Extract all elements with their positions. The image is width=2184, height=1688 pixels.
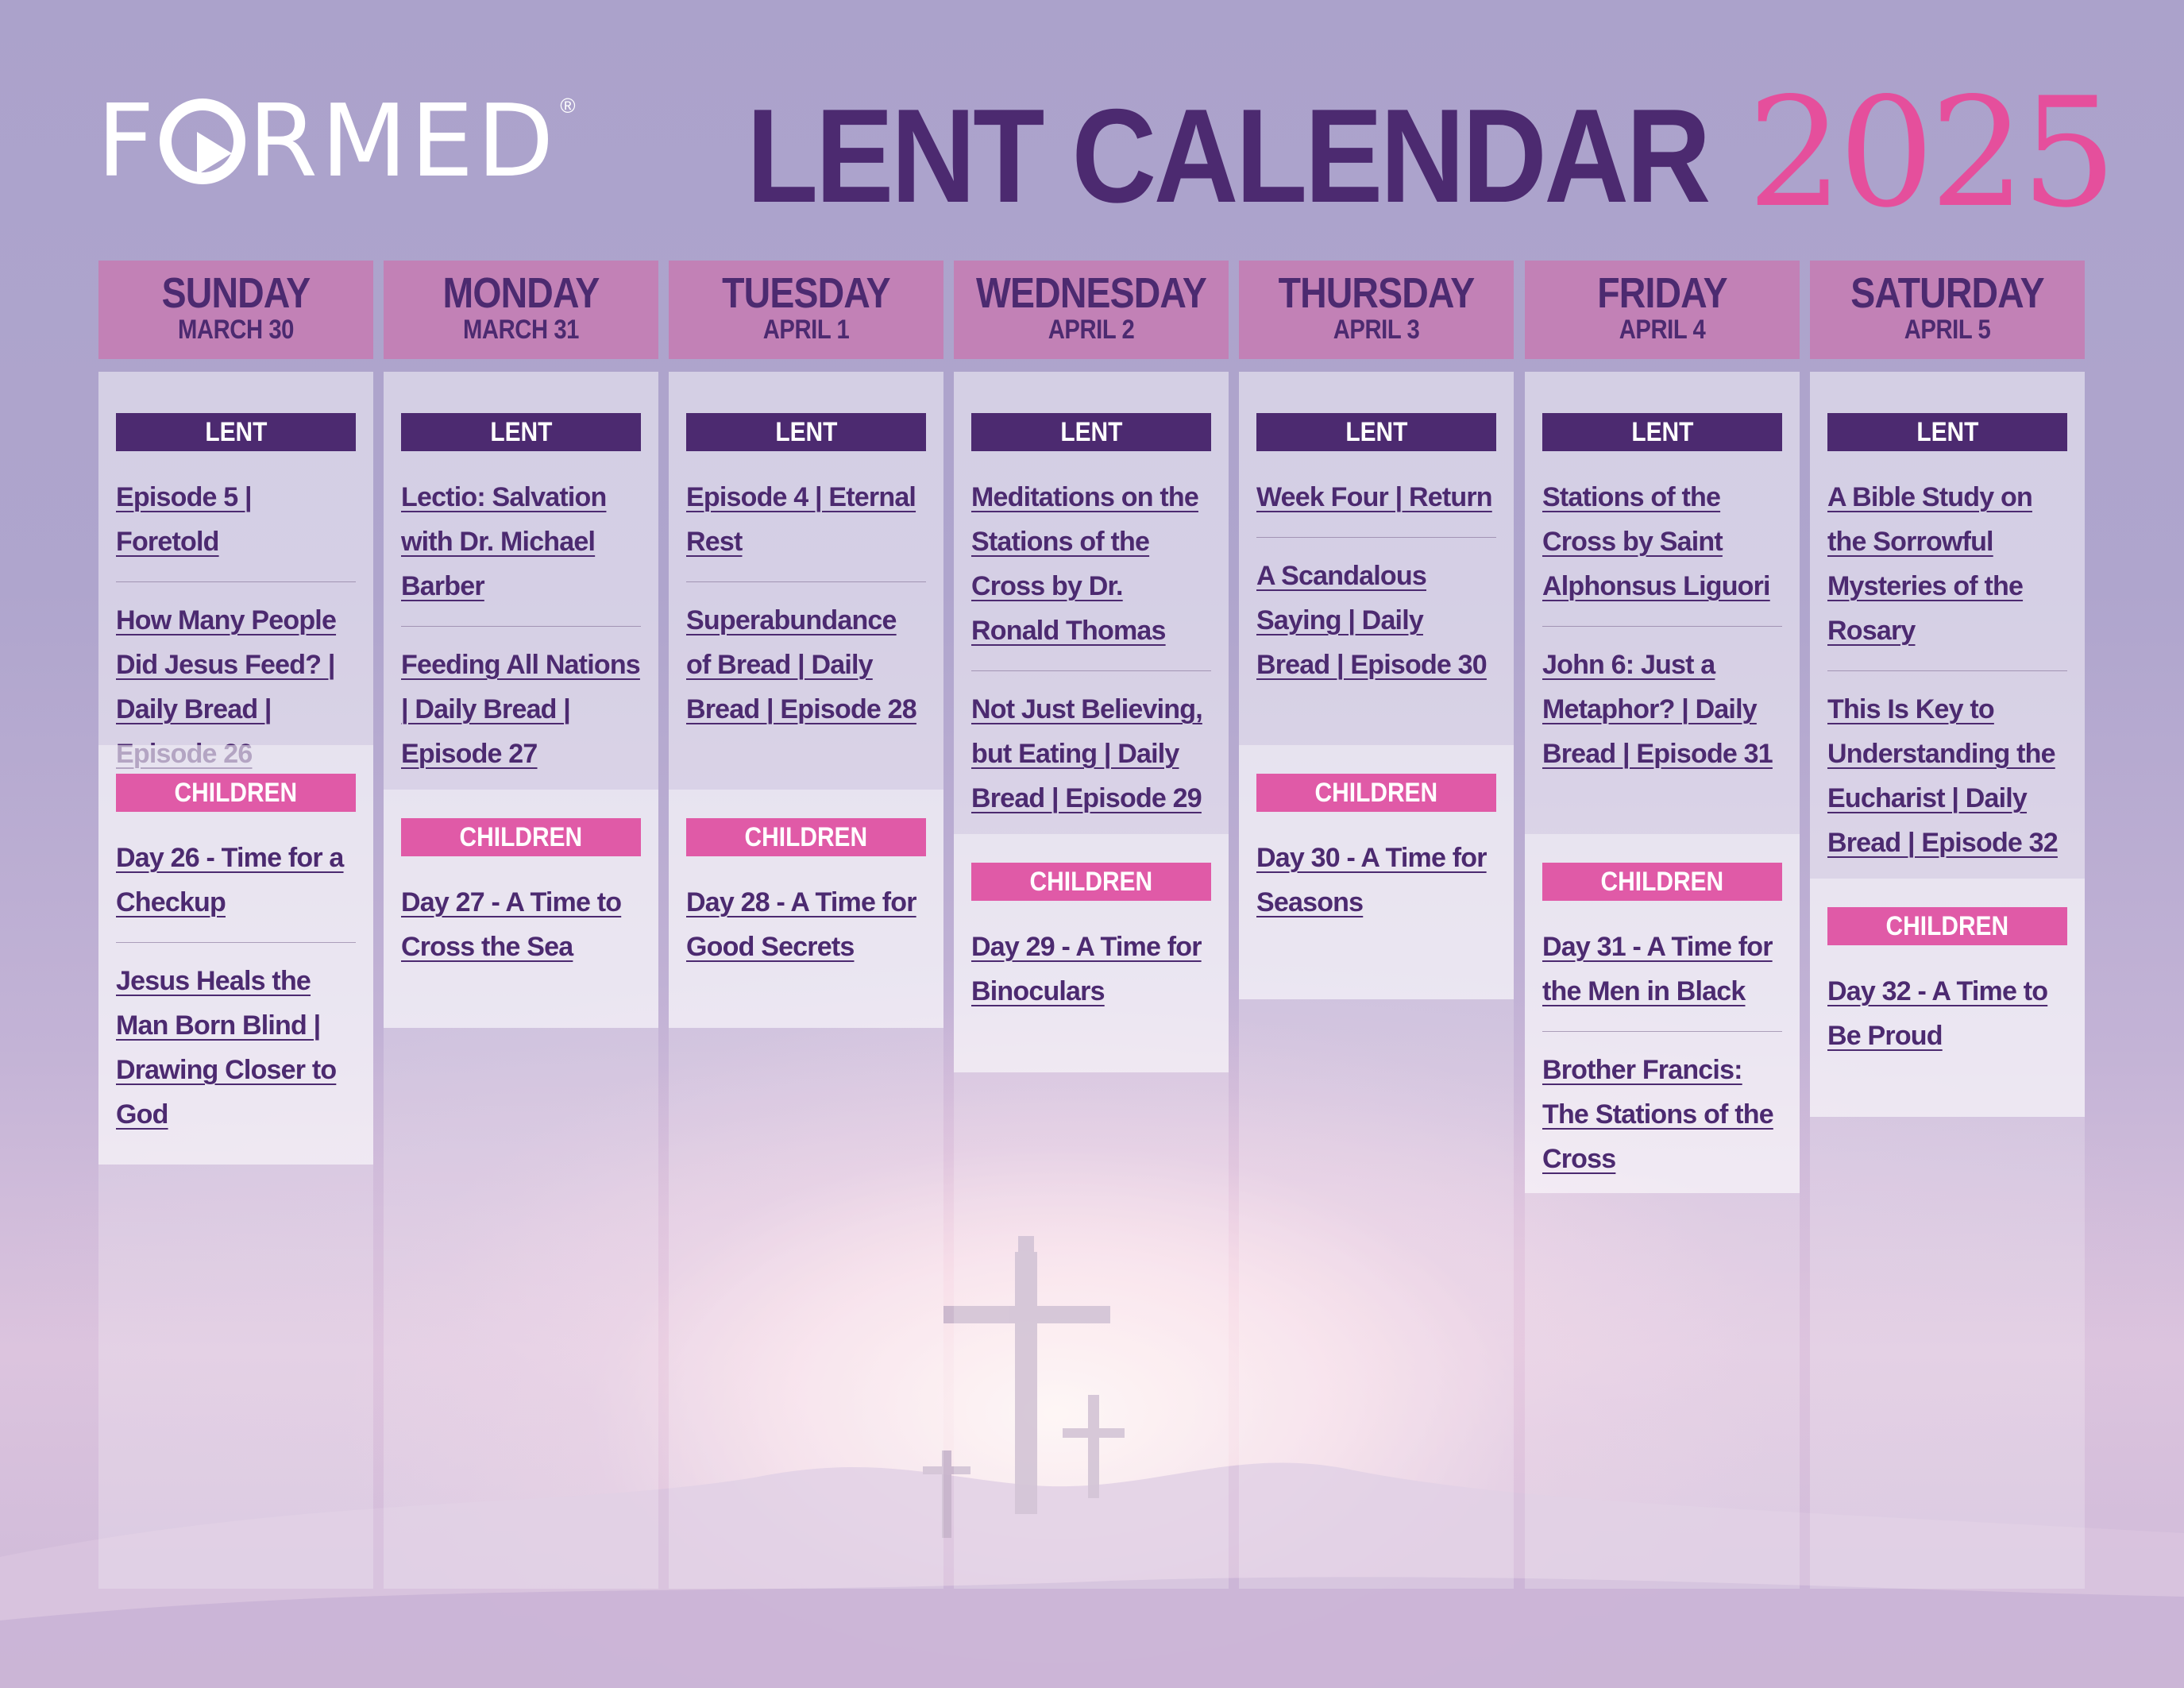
lent-badge: LENT (116, 413, 356, 451)
day-header (1525, 261, 1800, 359)
lent-link[interactable]: How Many People Did Jesus Feed? | Daily Bread | (116, 581, 356, 776)
day-column-wednesday (954, 261, 1229, 1006)
day-header (384, 261, 658, 359)
children-badge: CHILDREN (1827, 907, 2067, 945)
day-name: FRIDAY (1597, 269, 1727, 317)
day-name: SUNDAY (161, 269, 311, 317)
day-body (1525, 372, 1800, 1589)
children-badge: CHILDREN (401, 818, 641, 856)
children-link[interactable]: Day 27 - A Time to Cross the Sea (401, 887, 622, 962)
day-date: MARCH 30 (177, 315, 295, 345)
lent-link[interactable]: Episode 5 | Foretold (116, 482, 252, 557)
day-body (1239, 372, 1514, 1589)
day-header (1810, 261, 2085, 359)
registered-mark: ® (560, 94, 576, 118)
day-name: WEDNESDAY (976, 269, 1206, 317)
lent-link[interactable]: John 6: Just a Metaphor? | Daily Bread | Episode 31 (1542, 626, 1782, 776)
day-body (954, 372, 1229, 1589)
day-name: SATURDAY (1850, 269, 2044, 317)
day-column-saturday (1810, 261, 2085, 1051)
day-date: APRIL 5 (1904, 315, 1991, 345)
lent-link[interactable]: Superabundance of Bread | Daily Bread | Episode 28 (686, 581, 926, 732)
lent-section (1810, 372, 2085, 879)
children-section (669, 790, 943, 1028)
day-name: MONDAY (442, 269, 600, 317)
lent-badge: LENT (1256, 413, 1496, 451)
day-body (384, 372, 658, 1589)
lent-link[interactable]: This Is Key to Understanding the Eucharist | Daily Bread | Episode 32 (1827, 670, 2067, 865)
day-date: APRIL 4 (1619, 315, 1706, 345)
day-name: TUESDAY (722, 269, 890, 317)
day-date: APRIL 3 (1333, 315, 1420, 345)
day-column-sunday (98, 261, 373, 1130)
day-date: APRIL 2 (1048, 315, 1135, 345)
day-header (669, 261, 943, 359)
lent-section (669, 372, 943, 790)
day-body (669, 372, 943, 1589)
children-section (1810, 879, 2085, 1117)
day-date: MARCH 31 (462, 315, 580, 345)
play-icon (160, 98, 245, 184)
lent-link[interactable]: Stations of the Cross by Saint Alphonsus Liguori (1542, 482, 1770, 601)
children-section (384, 790, 658, 1028)
logo-text-f: F (97, 83, 158, 199)
lent-section (954, 372, 1229, 834)
children-section (1239, 745, 1514, 999)
day-column-thursday (1239, 261, 1514, 917)
children-link[interactable]: Day 31 - A Time for the Men in Black (1542, 932, 1773, 1006)
lent-link[interactable]: Not Just Believing, but Eating | Daily Bread | Episode 29 (971, 670, 1211, 821)
lent-link[interactable]: Meditations on the Stations of the Cross by Dr. Ronald Thomas (971, 482, 1198, 646)
day-header (954, 261, 1229, 359)
children-badge: CHILDREN (971, 863, 1211, 901)
day-name: THURSDAY (1278, 269, 1475, 317)
children-link[interactable]: Day 32 - A Time to Be Proud (1827, 976, 2048, 1051)
children-link[interactable]: Brother Francis: The Stations of the Cross (1542, 1031, 1782, 1181)
lent-badge: LENT (1827, 413, 2067, 451)
year-label: 2025 (1747, 65, 2113, 241)
page-title: LENT CALENDAR (747, 81, 1708, 230)
children-section (1525, 834, 1800, 1193)
children-badge: CHILDREN (1542, 863, 1782, 901)
day-column-tuesday (669, 261, 943, 962)
lent-badge: LENT (1542, 413, 1782, 451)
lent-badge: LENT (971, 413, 1211, 451)
lent-badge: LENT (686, 413, 926, 451)
children-badge: CHILDREN (686, 818, 926, 856)
day-date: APRIL 1 (762, 315, 850, 345)
lent-link[interactable]: A Scandalous Saying | Daily Bread | Episode 30 (1256, 537, 1496, 687)
day-column-friday (1525, 261, 1800, 1174)
lent-section (98, 372, 373, 745)
day-header (98, 261, 373, 359)
children-link[interactable]: Jesus Heals the Man Born Blind | Drawing Closer to God (116, 942, 356, 1137)
children-link[interactable]: Day 26 - Time for a Checkup (116, 843, 344, 917)
lent-section (1239, 372, 1514, 745)
lent-link[interactable]: Feeding All Nations | Daily Bread | Episode 27 (401, 626, 641, 776)
lent-badge: LENT (401, 413, 641, 451)
day-header (1239, 261, 1514, 359)
children-section (954, 834, 1229, 1072)
lent-section (1525, 372, 1800, 834)
lent-section (384, 372, 658, 790)
logo-text-rmed: RMED (248, 83, 558, 199)
children-badge: CHILDREN (1256, 774, 1496, 812)
formed-logo (97, 83, 576, 199)
children-link[interactable]: Day 29 - A Time for Binoculars (971, 932, 1202, 1006)
lent-link[interactable]: Episode 4 | Eternal Rest (686, 482, 916, 557)
children-badge: CHILDREN (116, 774, 356, 812)
lent-link[interactable]: Week Four | Return (1256, 482, 1492, 512)
day-body (1810, 372, 2085, 1589)
day-body (98, 372, 373, 1589)
children-link[interactable]: Day 30 - A Time for Seasons (1256, 843, 1487, 917)
children-link[interactable]: Day 28 - A Time for Good Secrets (686, 887, 916, 962)
lent-link[interactable]: A Bible Study on the Sorrowful Mysteries of the Rosary (1827, 482, 2032, 646)
children-section (98, 745, 373, 1165)
day-column-monday (384, 261, 658, 962)
lent-link[interactable]: Lectio: Salvation with Dr. Michael Barber (401, 482, 607, 601)
